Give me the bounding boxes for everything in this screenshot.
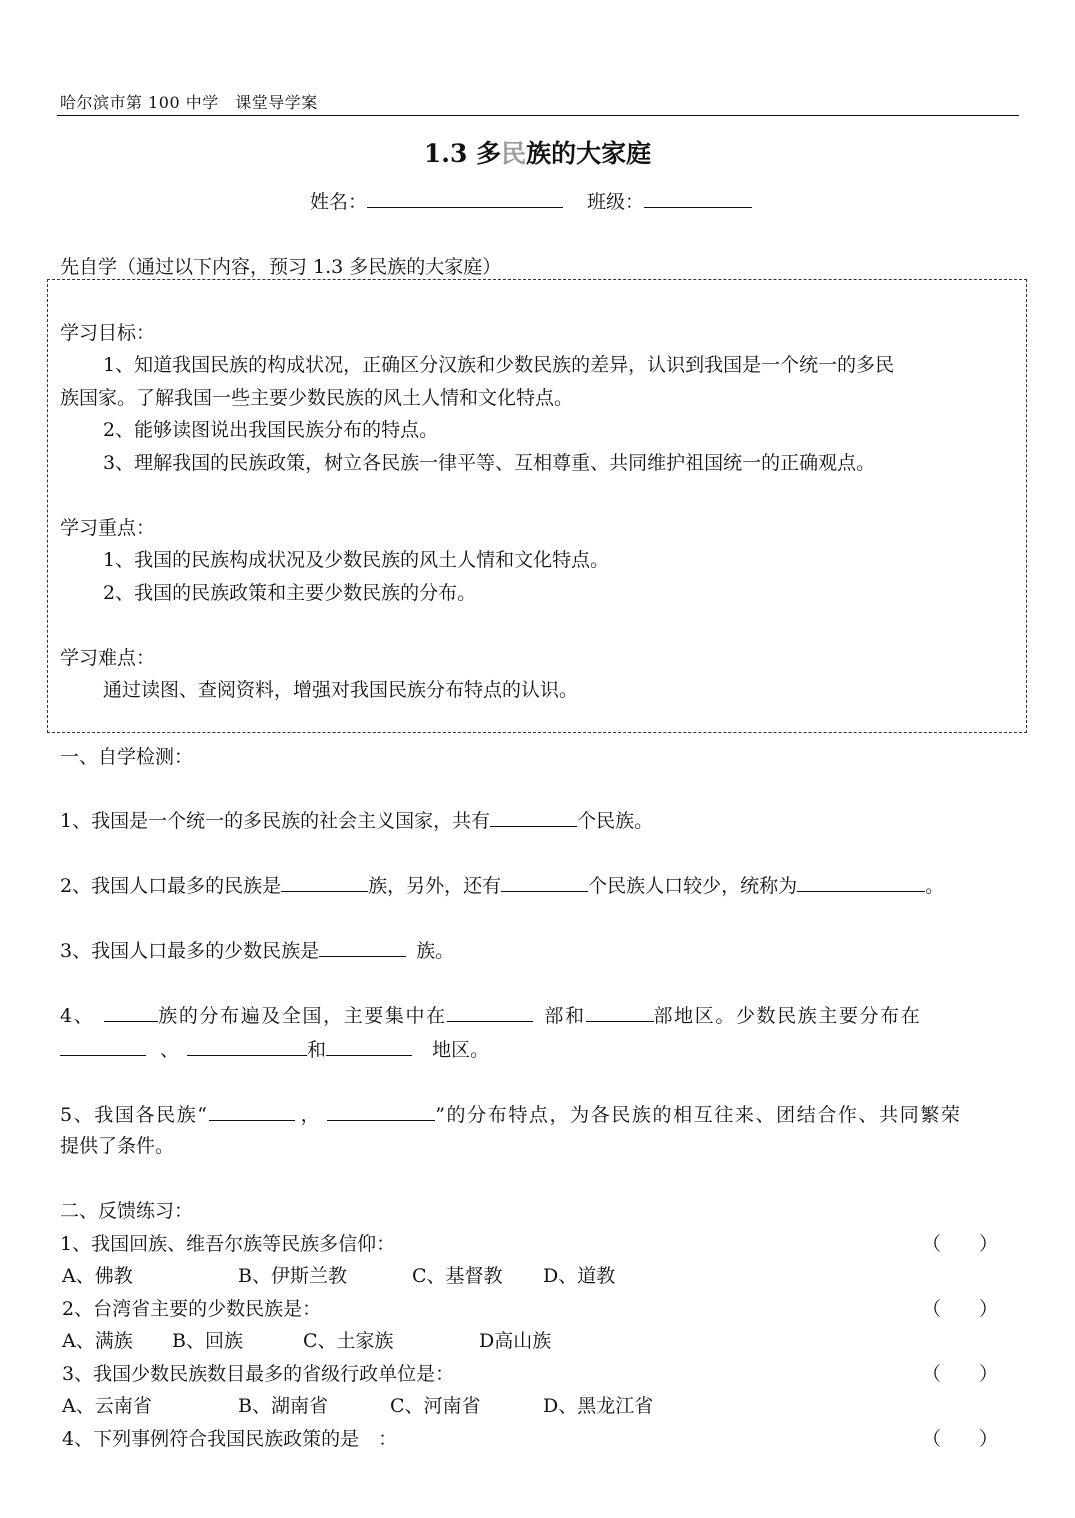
title-faded-char: 民 (501, 139, 527, 168)
name-blank[interactable] (367, 189, 563, 208)
objective-item-1-cont: 族国家。了解我国一些主要少数民族的风土人情和文化特点。 (60, 387, 574, 409)
q1-text-b: 个民族。 (577, 810, 654, 832)
self-test-q5 (60, 1100, 962, 1127)
q2-option-c[interactable]: C、土家族 (303, 1330, 394, 1352)
q4-text-b: 族的分布遍及全国，主要集中在 (158, 1005, 447, 1027)
q2-text-d: 。 (925, 875, 945, 897)
q1-option-d[interactable]: D、道教 (543, 1265, 616, 1287)
name-label: 姓名： (310, 191, 368, 213)
self-test-heading: 一、自学检测： (60, 746, 194, 768)
q2-blank-3[interactable] (797, 873, 925, 892)
q4-text-a: 4、 (60, 1005, 95, 1027)
q3-text-b: 族。 (410, 940, 455, 962)
objective-item-2: 2、能够读图说出我国民族分布的特点。 (103, 419, 439, 441)
q5-blank-2[interactable] (327, 1102, 435, 1121)
feedback-q1-options (62, 1261, 616, 1288)
q1-option-c[interactable]: C、基督教 (412, 1265, 503, 1287)
q3-option-d[interactable]: D、黑龙江省 (543, 1395, 654, 1417)
q1-option-b[interactable]: B、伊斯兰教 (238, 1265, 347, 1287)
difficulty-item-1: 通过读图、查阅资料，增强对我国民族分布特点的认识。 (103, 679, 579, 701)
q4-text-c: 部和 (536, 1005, 586, 1027)
q2-option-b[interactable]: B、回族 (172, 1330, 243, 1352)
q4-text-d: 部地区。少数民族主要分布在 (653, 1005, 922, 1027)
student-info-row (310, 187, 752, 214)
self-test-q4-cont (60, 1035, 489, 1062)
self-test-q1 (60, 806, 653, 833)
school-header: 哈尔滨市第 100 中学 课堂导学案 (60, 93, 318, 112)
self-test-q4 (60, 1001, 921, 1028)
feedback-q1-stem: 1、我国回族、维吾尔族等民族多信仰： (60, 1233, 396, 1255)
q3-option-c[interactable]: C、河南省 (390, 1395, 481, 1417)
q2-text-a: 2、我国人口最多的民族是 (60, 875, 282, 897)
class-blank[interactable] (644, 189, 752, 208)
q2-blank-1[interactable] (281, 873, 368, 892)
feedback-q1-answer[interactable]: （ ） (922, 1233, 999, 1255)
objectives-box (47, 279, 1027, 733)
q4-blank-6[interactable] (326, 1037, 412, 1056)
q4-text-e: 、 (154, 1039, 180, 1061)
feedback-q3-options (62, 1391, 654, 1418)
self-test-q3 (60, 936, 454, 963)
self-test-q2 (60, 871, 944, 898)
q3-option-b[interactable]: B、湖南省 (238, 1395, 328, 1417)
q4-text-f: 和 (307, 1039, 327, 1061)
q1-text-a: 1、我国是一个统一的多民族的社会主义国家，共有 (60, 810, 491, 832)
feedback-q2-stem: 2、台湾省主要的少数民族是： (62, 1298, 322, 1320)
q3-text-a: 3、我国人口最多的少数民族是 (60, 940, 320, 962)
q4-blank-5[interactable] (187, 1037, 307, 1056)
q4-blank-1[interactable] (104, 1003, 158, 1022)
q1-blank[interactable] (490, 808, 577, 827)
self-test-q5-cont: 提供了条件。 (60, 1135, 175, 1157)
feedback-heading: 二、反馈练习： (60, 1200, 194, 1222)
feedback-q2-options (62, 1326, 552, 1353)
title-suffix: 族的大家庭 (526, 139, 652, 168)
header-divider (57, 115, 1019, 116)
q5-text-a: 5、我国各民族“ (60, 1104, 209, 1126)
q4-blank-3[interactable] (586, 1003, 654, 1022)
feedback-q3-stem: 3、我国少数民族数目最多的省级行政单位是： (62, 1363, 455, 1385)
difficulties-heading: 学习难点： (60, 647, 156, 669)
q2-text-c: 个民族人口较少，统称为 (588, 875, 798, 897)
feedback-q4-stem: 4、下列事例符合我国民族政策的是 ： (62, 1428, 398, 1450)
q5-blank-1[interactable] (209, 1102, 295, 1121)
q1-option-a[interactable]: A、佛教 (62, 1265, 133, 1287)
feedback-q4-answer[interactable]: （ ） (922, 1428, 999, 1450)
q3-blank[interactable] (319, 938, 406, 957)
q3-option-a[interactable]: A、云南省 (62, 1395, 152, 1417)
self-study-intro: 先自学（通过以下内容，预习 1.3 多民族的大家庭） (60, 256, 502, 278)
feedback-q3-answer[interactable]: （ ） (922, 1363, 999, 1385)
feedback-q2-answer[interactable]: （ ） (922, 1298, 999, 1320)
key-point-item-2: 2、我国的民族政策和主要少数民族的分布。 (103, 582, 477, 604)
q4-blank-2[interactable] (447, 1003, 533, 1022)
q5-text-c: ”的分布特点，为各民族的相互往来、团结合作、共同繁荣 (435, 1104, 962, 1126)
title-prefix: 1.3 多 (423, 139, 502, 168)
q4-blank-4[interactable] (60, 1037, 146, 1056)
page-title (0, 134, 1075, 170)
key-points-heading: 学习重点： (60, 517, 156, 539)
q5-text-b: ， (300, 1104, 322, 1126)
q2-blank-2[interactable] (501, 873, 588, 892)
key-point-item-1: 1、我国的民族构成状况及少数民族的风土人情和文化特点。 (103, 549, 610, 571)
class-label: 班级： (587, 191, 645, 213)
objectives-heading: 学习目标： (60, 322, 156, 344)
q2-option-a[interactable]: A、满族 (62, 1330, 133, 1352)
objective-item-1: 1、知道我国民族的构成状况，正确区分汉族和少数民族的差异，认识到我国是一个统一的多民 (103, 354, 895, 376)
q2-text-b: 族，另外，还有 (368, 875, 502, 897)
q2-option-d[interactable]: D高山族 (479, 1330, 552, 1352)
objective-item-3: 3、理解我国的民族政策，树立各民族一律平等、互相尊重、共同维护祖国统一的正确观点。 (103, 452, 876, 474)
q4-text-g: 地区。 (426, 1039, 490, 1061)
